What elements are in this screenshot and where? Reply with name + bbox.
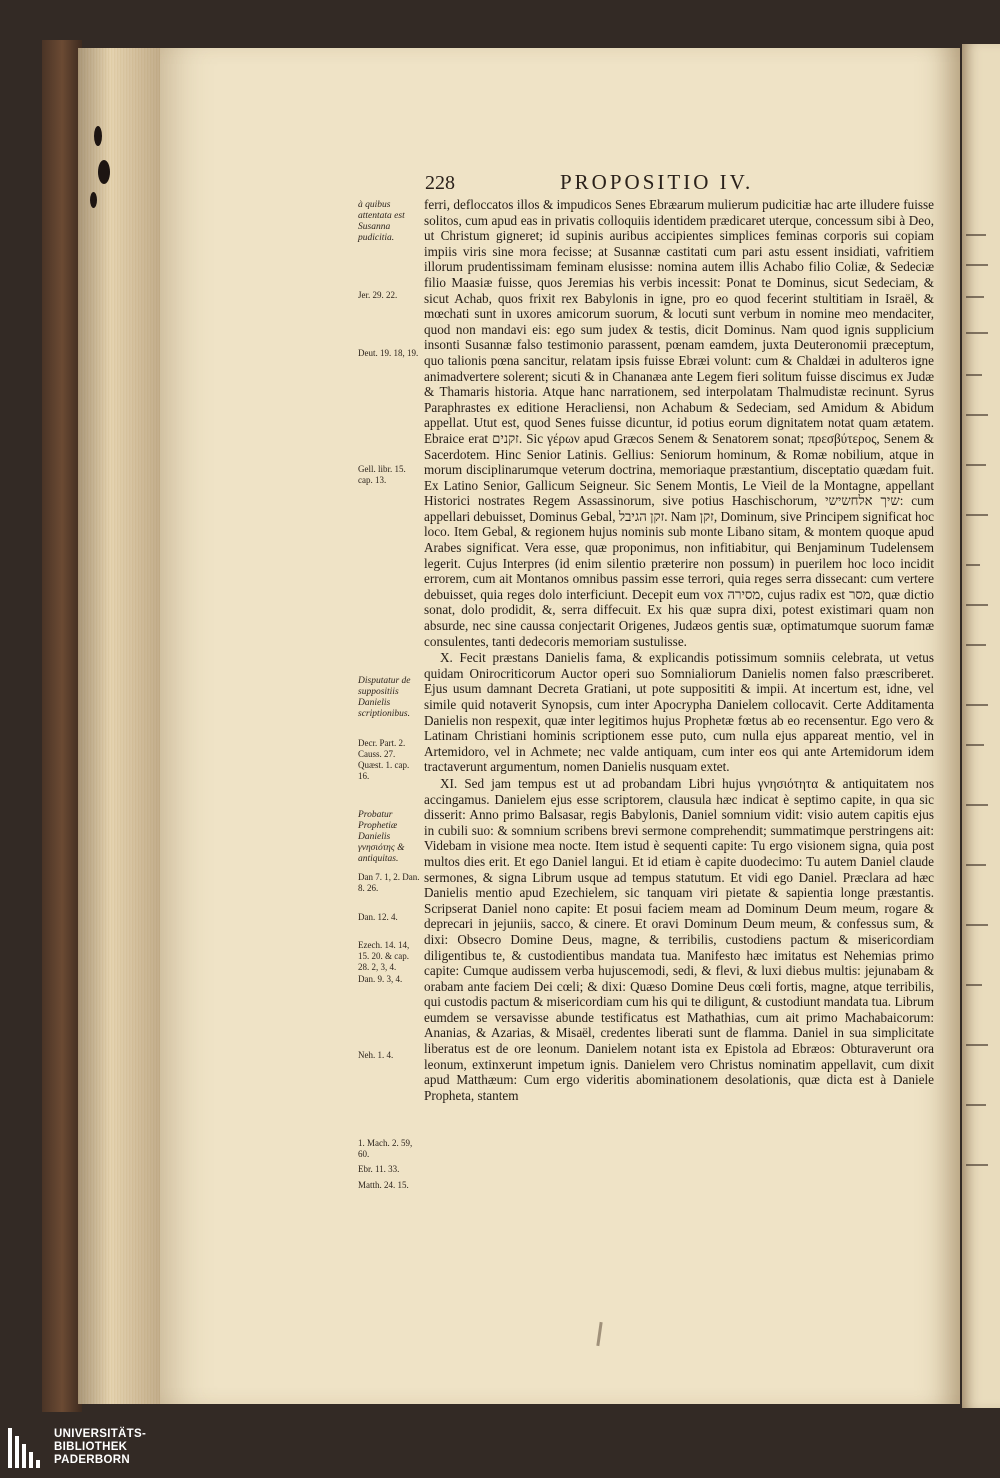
main-text	[424, 197, 934, 1104]
library-logo-text	[54, 1428, 146, 1467]
margin-reference: Dan. 9. 3, 4.	[358, 974, 403, 984]
logo-line: PADERBORN	[54, 1454, 130, 1466]
margin-note: Probatur Prophetiæ Danielis γνησιότης & antiquitas.	[358, 810, 405, 864]
running-head: PROPOSITIO IV.	[560, 170, 754, 194]
margin-reference: 1. Mach. 2. 59, 60.	[358, 1138, 413, 1159]
margin-note: à quibus attentata est Susanna pudicitia.	[358, 200, 405, 243]
paragraph: XI. Sed jam tempus est ut ad probandam Libri hujus γνησιότητα & antiquitatem nos accingamus. Danielem ejus esse scriptorem, clausula hæc indicat è septimo capite, in qua sic disserit: Anno primo Balsasar, regis Babylonis, Daniel somnium vidit: visio autem capitis ejus in cubili suo: & somnium scribens brevi sermone comprehendit; summatimque perstringens ait: Videbam in visione mea nocte. Item istud è sequenti capite: Tu ergo visionem signa, quia post multos dies erit. Et ego Daniel langui. Et id etiam è capite duodecimo: Tu autem Daniel claude sermones, & signa Librum usque ad tempus statutum. Et vidi ego Daniel. Præclara ad hæc Danielis mentio apud Ezechielem, sic tanquam viri pietate & sapientia longe præstantis. Scripserat Daniel nono capite: Et posui faciem meam ad Dominum Deum meum, rogare & deprecari in jejuniis, sacco, & cinere. Et oravi Dominum Deum meum, & confessus sum, & dixi: Obsecro Domine Deus, magne, & terribilis, custodiens pactum & misericordiam diligentibus te, & custodientibus mandata tua. Manifesto hæc imitatus est Nehemias primo capite: Cumque audissem verba hujuscemodi, sedi, & flevi, & luxi diebus multis: jejunabam & orabam ante faciem Dei cœli; & dixi: Quæso Domine Deus cœli fortis, magne, atque terribilis, qui custodis pactum & misericordiam cum his qui te diligunt, & custodiunt mandata tua. Librum eumdem se versavisse abunde testificatus est Mathathias, cum ait primo Machabaicorum: Ananias, & Azarias, & Misaël, credentes liberati sunt de flamma. Daniel in sua simplicitate liberatus est de ore leonum. Danielem notant ista ex Epistola ad Ebræos: Obturaverunt ora leonum, extinxerunt impetum ignis. Danielem vero Christus nominatim appellavit, cum dixit apud Matthæum: Cum ergo videritis abominationem desolationis, quæ dicta est à Daniele Propheta, stantem	[424, 775, 934, 1103]
margin-reference: Decr. Part. 2. Causs. 27. Quæst. 1. cap. 16.	[358, 738, 410, 781]
book-cover-edge	[42, 40, 82, 1412]
margin-reference: Dan. 12. 4.	[358, 912, 398, 922]
margin-note: Disputatur de suppositiis Danielis scriptionibus.	[358, 676, 411, 719]
margin-reference: Gell. libr. 15. cap. 13.	[358, 464, 406, 485]
library-logo	[0, 1418, 170, 1478]
margin-reference: Neh. 1. 4.	[358, 1050, 394, 1060]
margin-reference: Deut. 19. 18, 19.	[358, 348, 419, 358]
library-logo-icon	[8, 1428, 46, 1468]
logo-line: BIBLIOTHEK	[54, 1441, 128, 1453]
paragraph: X. Fecit præstans Danielis fama, & explicandis potissimum somniis celebrata, ut vetus quidam Onirocriticorum Auctor operi suo Somnialiorum Danielis nomen falso præscriberet. Ejus usum damnant Decreta Gratiani, ut pote supposititi & impii. At incertum est, idne, vel simile quid notaverit Synopsis, cum inter Apocrypha Danielem collocavit. Certe Additamenta Danielis non respexit, quæ inter legitimos hujus Prophetæ fœtus ab eo recensentur. Ego vero & Latinam Christiani hominis scriptionem esse puto, cum nulla ejus appareat mentio, vel in Artemidoro, vel in Achmete; nec valde antiquam, cum inter eos qui ante Artemidorum idem tractaverunt argumentum, nomen Danielis nusquam extet.	[424, 650, 934, 775]
facing-page-edge	[962, 44, 1000, 1408]
logo-line: UNIVERSITÄTS-	[54, 1428, 147, 1440]
page-edges	[78, 48, 160, 1404]
margin-reference: Matth. 24. 15.	[358, 1180, 409, 1190]
page-number: 228	[425, 172, 455, 194]
paragraph: ferri, defloccatos illos & impudicos Senes Ebræarum mulierum pudicitiæ hac arte illudere fuisse solitos, cum apud eas in privatis colloquiis identidem prædicaret uterque, concessum sibi à Deo, ut Christum gigneret; id supinis auribus accipientes simplices feminas corporis sui copiam impiis viris sine mora fecisse; at Susannæ castitati cum pari astu essent insidiati, vafritiem illorum prudentissimam feminam elusisse: nomina autem illis Achabo filio Coliæ, & Sedeciæ filio Maasiæ fuisse, quos Jeremias his verbis incessit: Ponat te Dominus, sicut Sedeciam, & sicut Achab, quos frixit rex Babylonis in igne, pro eo quod fecerint stultitiam in Israël, & mœchati sunt in uxores amicorum suorum, & locuti sunt verbum in nomine meo mendaciter, quod non mandavi eis: ego sum judex & testis, dicit Dominus. Nam quod ignis supplicium insonti Susannæ falso testimonio parassent, pœnam eamdem, juxta Deuteronomii præceptum, quo talionis pœna sancitur, relatam ipsis fuisse Ebræi volunt: cum & Chaldæi in adulteros igne animadvertere solerent; sicuti & in Chananæa ante Legem fieri solitum fuisse discimus ex Judæ & Thamaris historia. Atque hanc narrationem, sed interpolatam Thalmudistæ recinunt. Syrus Paraphrastes ex editione Heracliensi, non Achabum & Sedeciam, sed Amidum & Abidum appellat. Utut est, quod Senes fuisse dicuntur, id potius eorum dignitatem notat quam ætatem. Ebraice erat זקנים. Sic γέρων apud Græcos Senem & Senatorem sonat; πρεσβύτερος, Senem & Sacerdotem. Hinc Senior Latinis. Gellius: Seniorum hominum, & Romæ nobilium, atque in morum disciplinarumque veterum doctrina, memoriaque præstantium, disceptatio quædam fuit. Ex Latino Senior, Gallicum Seigneur. Sic Senem Montis, Le Vieil de la Montagne, appellant Historici nostrates Regem Assassinorum, sive potius Haschischorum, שיך אלחשישי: cum appellari debuisset, Dominus Gebal, זקן הגיבל. Nam זקן, Dominum, sive Principem significat hoc loco. Item Gebal, & regionem hujus nominis sub monte Libano sitam, & montem quoque apud Arabes significat. Vera esse, quæ proponimus, non infitiabitur, qui Benjaminum Tudelensem legerit. Cujus Interpres (id enim silentio præterire non possum) in puerilem hoc loco incidit errorem, cum ait Montanos omnibus passim esse terrori, quia reges serra dissecant: cum vertere debuisset, quia reges dolo interficiunt. Decepit eum vox מסירה, cujus radix est מסר, quæ dictio sonat, dolo prodidit, &, serra diffecuit. Ex his quæ supra dixi, potest existimari quam non absurde, nec sine caussa conjectarit Origenes, Judæos gentis suæ, optimatumque suorum famæ consulentes, tanti dedecoris memoriam sustulisse.	[424, 197, 935, 649]
margin-reference: Ebr. 11. 33.	[358, 1164, 400, 1174]
margin-reference: Ezech. 14. 14, 15. 20. & cap. 28. 2, 3, 4.	[358, 940, 410, 972]
page-header	[425, 172, 930, 196]
margin-reference: Jer. 29. 22.	[358, 290, 398, 300]
ink-spots	[88, 120, 128, 220]
margin-reference: Dan 7. 1, 2. Dan. 8. 26.	[358, 872, 420, 893]
